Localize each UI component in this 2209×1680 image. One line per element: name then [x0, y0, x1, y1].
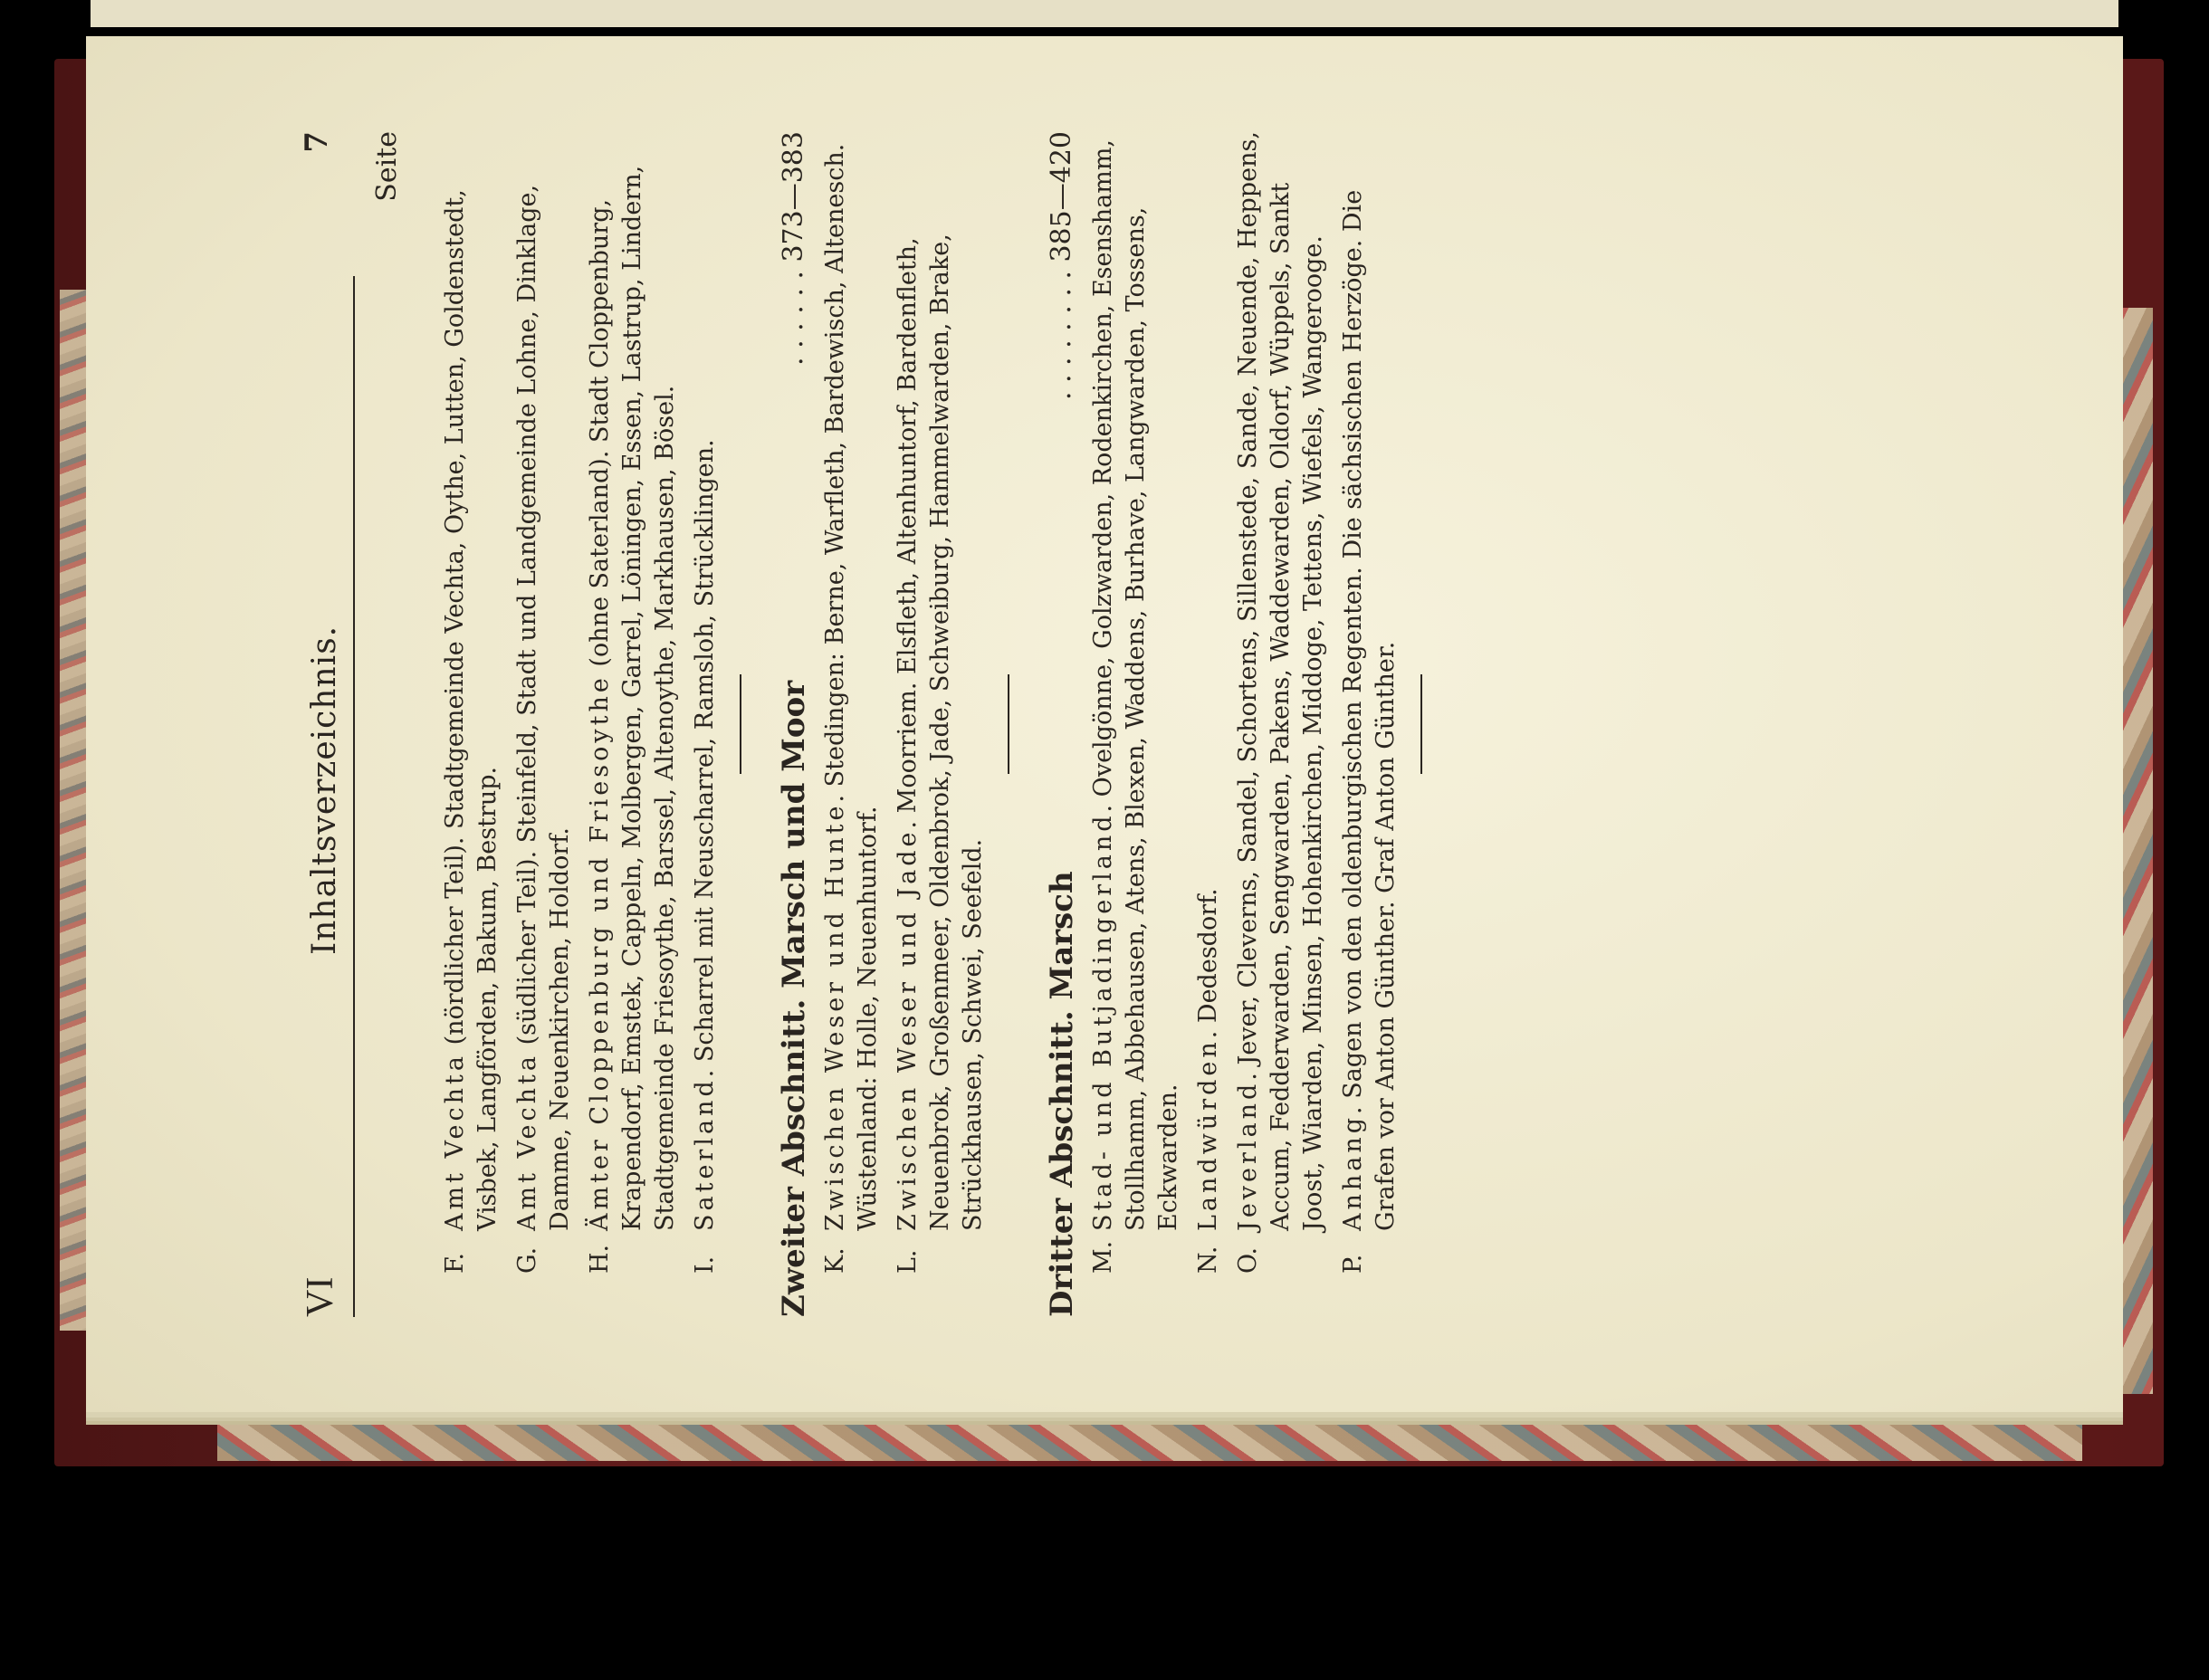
- toc-entry: L. Zwischen Weser und Jade. Moorriem. Elsfleth, Altenhuntorf, Bardenfleth, Neuenbrok, Großenmeer, Oldenbrok, Jade, Schweiburg, Hammelwarden, Brake, Strückhausen, Schwei, Seefeld.: [894, 234, 987, 1274]
- section-divider: [740, 674, 741, 774]
- page-mark: 7: [299, 131, 335, 153]
- page-number: VI: [300, 1276, 341, 1317]
- toc-entry: N. Landwürden. Dedesdorf.: [1194, 888, 1222, 1274]
- toc-entry: H. Ämter Cloppenburg und Friesoythe (ohne Saterland). Stadt Cloppenburg, Krapendorf, Emstek, Cappeln, Molbergen, Garrel, Löningen, Essen, Lastrup, Lindern, Stadtgemeinde Friesoythe, Barssel, Altenoythe, Markhausen, Bösel.: [586, 165, 679, 1274]
- toc-entry: M. Stad- und Butjadingerland. Ovelgönne, Golzwarden, Rodenkirchen, Esenshamm, Stollhamm, Abbehausen, Atens, Blexen, Waddens, Burhave, Langwarden, Tossens, Eckwarden.: [1089, 138, 1182, 1274]
- header-rule: [353, 276, 355, 1317]
- page-range: . . . . . . 373—383: [778, 131, 809, 366]
- marbled-edge-bottom: [217, 1414, 2082, 1461]
- part1-list: [439, 131, 1455, 1317]
- page-range: . . . . . . . . 385—420: [1046, 131, 1077, 401]
- toc-entry: O. Jeverland. Jever, Cleverns, Sandel, Schortens, Sillenstede, Sande, Neuende, Heppens, Accum, Fedderwarden, Sengwarden, Pakens, Waddewarden, Oldorf, Wüppels, Sankt Joost, Wiarden, Minsen, Hohenkirchen, Middoge, Tettens, Wiefels, Wangerooge.: [1234, 131, 1327, 1274]
- page-title: Inhaltsverzeichnis.: [306, 625, 343, 955]
- page-header: [299, 131, 403, 1317]
- toc-entry: G. Amt Vechta (südlicher Teil). Steinfeld, Stadt und Landgemeinde Lohne, Dinklage, Damme, Neuenkirchen, Holdorf.: [513, 184, 574, 1274]
- section-heading: Dritter Abschnitt. Marsch . . . . . . . . 385—420: [1044, 131, 1080, 1317]
- section-divider: [1008, 674, 1009, 774]
- seite-label: Seite: [371, 131, 403, 202]
- toc-entry: I. Saterland. Scharrel mit Neuscharrel, Ramsloh, Strücklingen.: [691, 439, 719, 1274]
- toc-entry: F. Amt Vechta (nördlicher Teil). Stadtgemeinde Vechta, Oythe, Lutten, Goldenstedt, Visbek, Langförden, Bakum, Bestrup.: [441, 189, 502, 1274]
- facing-page-edge: [91, 0, 2118, 27]
- toc-entry: P. Anhang. Sagen von den oldenburgischen Regenten. Die sächsischen Herzöge. Die Grafen vor Anton Günther. Graf Anton Günther.: [1339, 189, 1400, 1274]
- section-divider: [1420, 674, 1422, 774]
- section-heading: Zweiter Abschnitt. Marsch und Moor . . . . . . 373—383: [776, 131, 812, 1317]
- toc-entry: K. Zwischen Weser und Hunte. Stedingen: Berne, Warfleth, Bardewisch, Altenesch. Wüstenland: Holle, Neuenhuntorf.: [821, 143, 882, 1274]
- page-content: [299, 131, 1783, 1317]
